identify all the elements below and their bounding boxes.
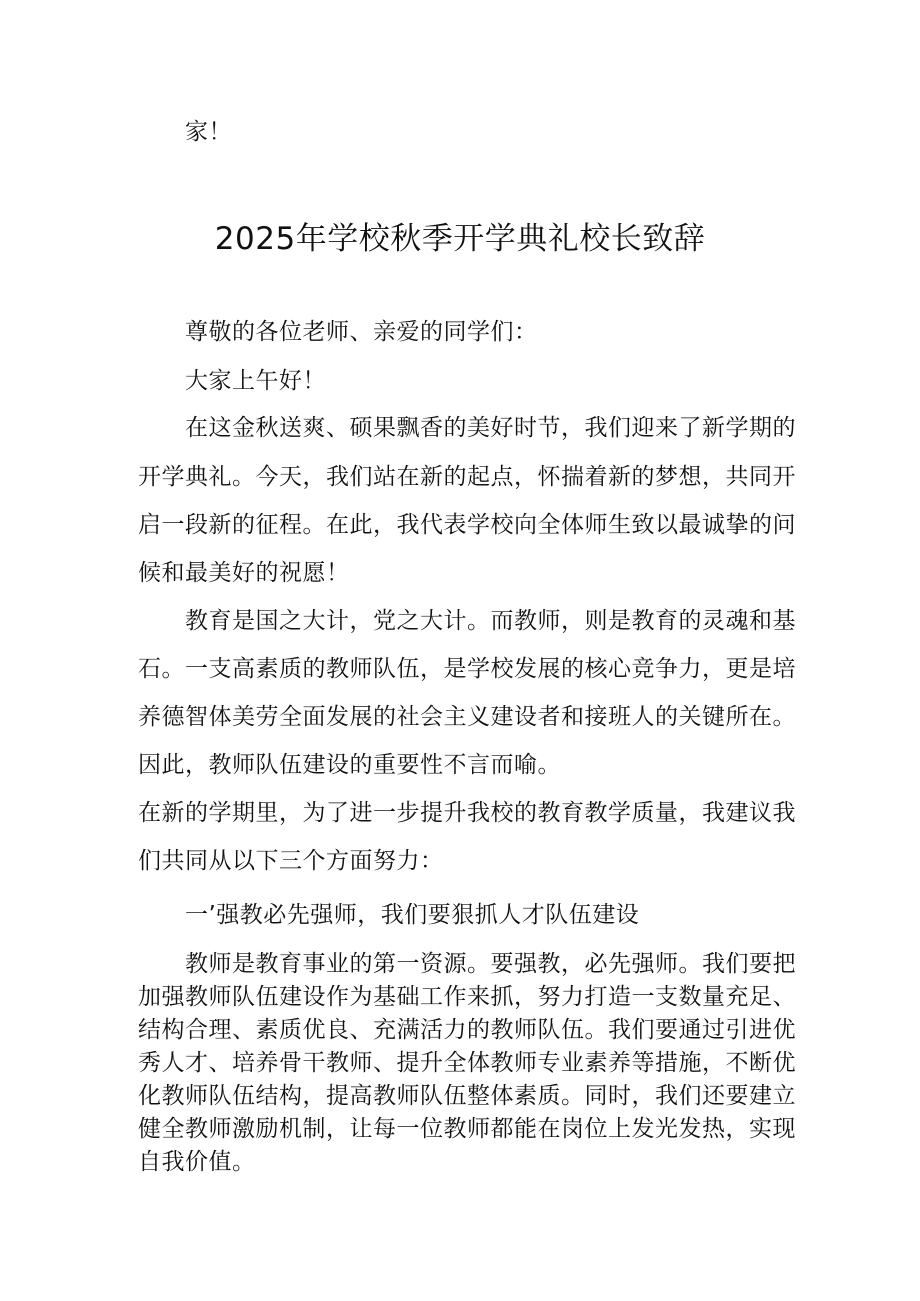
paragraph-line: 因此，教师队伍建设的重要性不言而喻。 <box>138 752 561 778</box>
paragraph-line: 在这金秋送爽、硕果飘香的美好时节，我们迎来了新学期的 <box>185 415 796 441</box>
paragraph-line: 教师是教育事业的第一资源。要强教，必先强师。我们要把 <box>185 951 796 977</box>
paragraph-line: 教育是国之大计，党之大计。而教师，则是教育的灵魂和基 <box>185 608 796 634</box>
paragraph-line: 石。一支高素质的教师队伍，是学校发展的核心竞争力，更是培 <box>138 656 796 682</box>
paragraph-line: 自我价值。 <box>138 1149 256 1175</box>
paragraph-line: 在新的学期里，为了进一步提升我校的教育教学质量，我建议我 <box>138 800 796 826</box>
paragraph-line: 们共同从以下三个方面努力： <box>138 848 444 874</box>
paragraph-line: 启一段新的征程。在此，我代表学校向全体师生致以最诚挚的问 <box>138 512 796 538</box>
document-title: 2025年学校秋季开学典礼校长致辞 <box>214 221 706 257</box>
greeting-line: 大家上午好！ <box>185 368 326 394</box>
paragraph-line: 秀人才、培养骨干教师、提升全体教师专业素养等措施，不断优 <box>138 1050 796 1076</box>
paragraph-line: 候和最美好的祝愿！ <box>138 560 350 586</box>
paragraph-line: 开学典礼。今天，我们站在新的起点，怀揣着新的梦想，共同开 <box>138 464 796 490</box>
paragraph-line: 加强教师队伍建设作为基础工作来抓，努力打造一支数量充足、 <box>138 984 796 1010</box>
section-heading: 一’强教必先强师，我们要狠抓人才队伍建设 <box>185 902 640 928</box>
carryover-line: 家！ <box>185 119 232 145</box>
paragraph-line: 健全教师激励机制，让每一位教师都能在岗位上发光发热，实现 <box>138 1116 796 1142</box>
paragraph-line: 结构合理、素质优良、充满活力的教师队伍。我们要通过引进优 <box>138 1017 796 1043</box>
paragraph-line: 养德智体美劳全面发展的社会主义建设者和接班人的关键所在。 <box>138 704 796 730</box>
paragraph-line: 化教师队伍结构，提高教师队伍整体素质。同时，我们还要建立 <box>138 1083 796 1109</box>
salutation-line: 尊敬的各位老师、亲爱的同学们： <box>185 319 538 345</box>
